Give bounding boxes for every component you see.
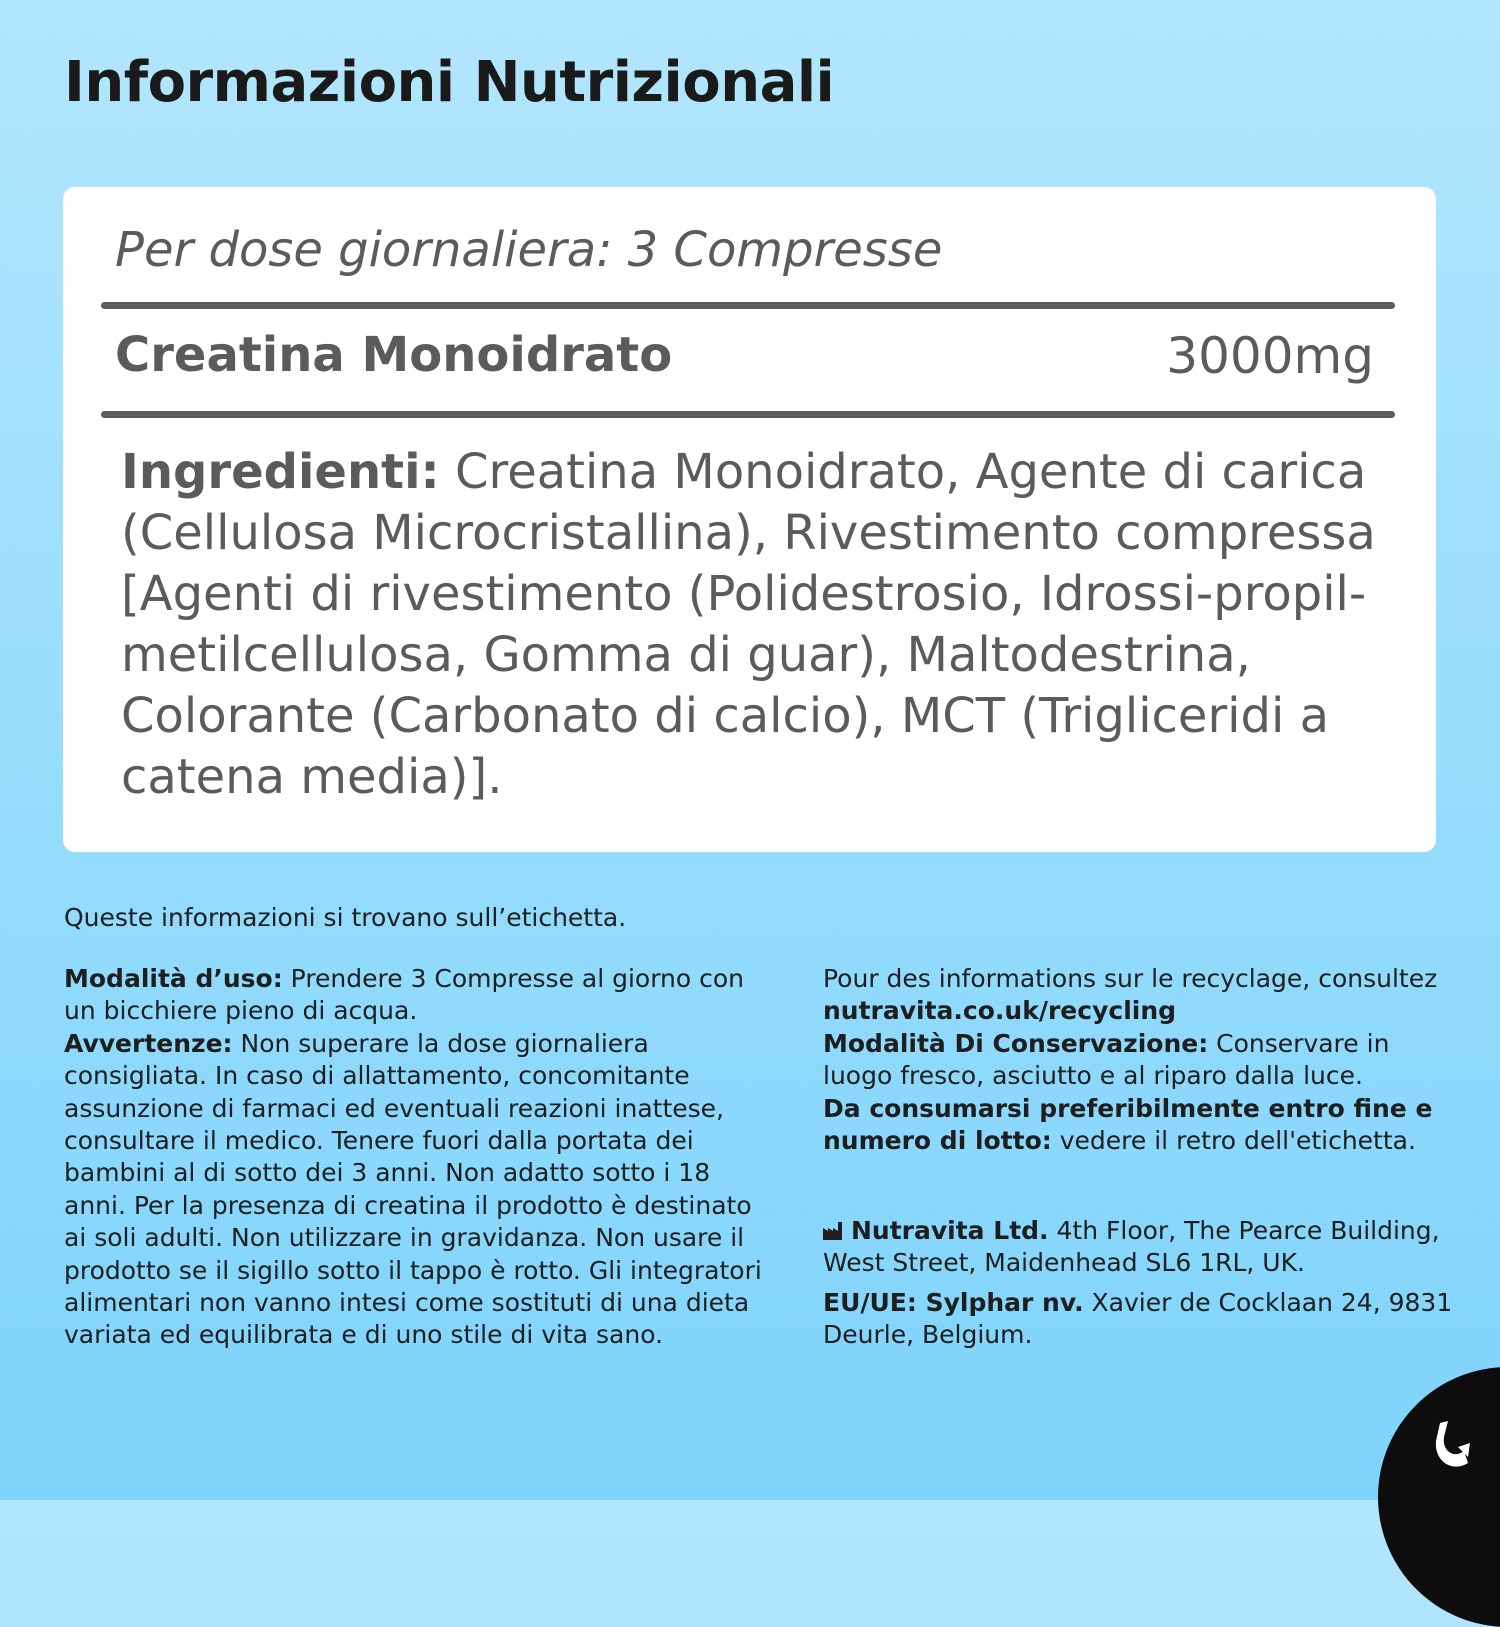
divider-top xyxy=(101,302,1395,309)
curved-arrow-logo-icon xyxy=(1426,1417,1476,1477)
usage-and-warnings xyxy=(64,963,764,1352)
ingredients-list xyxy=(121,442,1391,808)
eu-rep-address: Xavier de Cocklaan 24, 9831 Deurle, Belgium. xyxy=(823,1288,1453,1350)
usage-text: Prendere 3 Compresse al giorno con un bicchiere pieno di acqua. xyxy=(64,964,745,1026)
storage-label: Modalità Di Conservazione: xyxy=(823,1028,1209,1058)
eu-representative xyxy=(823,1287,1463,1352)
manufacturer-street: 4th Floor, The Pearce Building, West Street, Maidenhead SL6 1RL, UK. xyxy=(823,1216,1440,1278)
serving-size: Per dose giornaliera: 3 Compresse xyxy=(115,222,943,278)
nutrient-name: Creatina Monoidrato xyxy=(115,327,673,383)
label-note: Queste informazioni si trovano sull’etichetta. xyxy=(64,903,627,932)
nutrition-card xyxy=(63,187,1436,852)
usage-label: Modalità d’uso: xyxy=(64,964,283,993)
expiry-text: vedere il retro dell'etichetta. xyxy=(1051,1126,1416,1156)
factory-icon xyxy=(823,1222,845,1240)
recycling-link[interactable]: nutravita.co.uk/recycling xyxy=(823,996,1177,1026)
recycling-text: Pour des informations sur le recyclage, consultez xyxy=(823,964,1438,993)
ingredients-label: Ingredienti: xyxy=(121,444,440,500)
ingredients-text: Creatina Monoidrato, Agente di carica (Cellulosa Microcristallina), Rivestimento compressa [Agenti di rivestimento (Polidestrosio, Idrossi-propil-metilcellulosa, Gomma di guar), Maltodestrina, Colorante (Carbonato di calcio), MCT (Trigliceridi a catena media)]. xyxy=(121,444,1376,805)
eu-rep-label: EU/UE: Sylphar nv. xyxy=(823,1288,1084,1317)
storage-text: Conservare in luogo fresco, asciutto e al riparo dalla luce. xyxy=(823,1028,1390,1091)
manufacturer-name: Nutravita Ltd. xyxy=(851,1216,1049,1245)
expiry-label: Da consumarsi preferibilmente entro fine e numero di lotto: xyxy=(823,1093,1433,1156)
warnings-label: Avvertenze: xyxy=(64,1028,233,1058)
divider-bottom xyxy=(101,411,1395,418)
manufacturer-address xyxy=(823,1215,1463,1280)
brand-badge xyxy=(1378,1367,1500,1627)
warnings-text: Non superare la dose giornaliera consigliata. In caso di allattamento, concomitante assunzione di farmaci ed eventuali reazioni inattese, consultare il medico. Tenere fuori dalla portata dei bambini al di sotto dei 3 anni. Non adatto sotto i 18 anni. Per la presenza di creatina il prodotto è destinato ai soli adulti. Non utilizzare in gravidanza. Non usare il prodotto se il sigillo sotto il tappo è rotto. Gli integratori alimentari non vanno intesi come sostituti di una dieta variata ed equilibrata e di uno stile di vita sano. xyxy=(64,1028,762,1350)
storage-and-recycling xyxy=(823,963,1453,1157)
nutrient-amount: 3000mg xyxy=(1166,327,1374,385)
page-title: Informazioni Nutrizionali xyxy=(64,50,835,115)
